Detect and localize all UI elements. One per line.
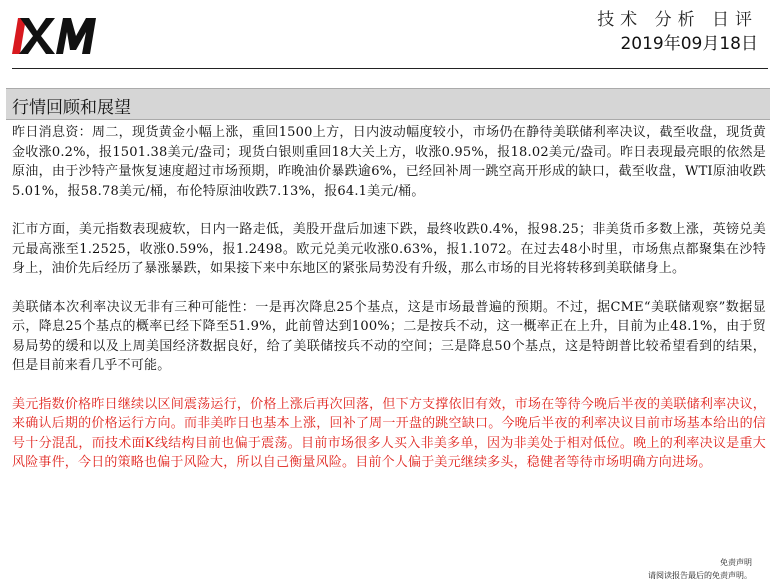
header-divider bbox=[12, 68, 768, 69]
paragraph-fed-decision: 美联储本次利率决议无非有三种可能性：一是再次降息25个基点，这是市场最普遍的预期。不过，据CME“美联储观察”数据显示，降息25个基点的概率已经下降至51.9%，此前曾达到100%；二是按兵不动，这一概率正在上升，目前为止48.1%，由于贸易局势的缓和以及上周美国经济数据良好，给了美联储按兵不动的空间；三是降息50个基点，这是特朗普比较希望看到的结果，但是目前来看几乎不可能。 bbox=[12, 299, 766, 373]
section-header bbox=[6, 88, 770, 120]
paragraph-market-news: 昨日消息资：周二，现货黄金小幅上涨，重回1500上方，日内波动幅度较小，市场仍在静待美联储利率决议，截至收盘，现货黄金收涨0.2%，报1501.38美元/盎司；现货白银则重回18大关上方，收涨0.95%，报18.02美元/盎司。昨日表现最亮眼的依然是原油，由于沙特产量恢复速度超过市场预期，昨晚油价暴跌逾6%，已经回补周一跳空高开形成的缺口，截至收盘，WTI原油收跌5.01%，报58.78美元/桶，布伦特原油收跌7.13%，报64.1美元/桶。 bbox=[12, 125, 766, 199]
report-title: 技术 分析 日评 bbox=[597, 10, 758, 30]
disclaimer-note: 请阅读报告最后的免责声明。 bbox=[648, 571, 752, 580]
section-title: 行情回顾和展望 bbox=[12, 98, 131, 118]
report-date: 2019年09月18日 bbox=[620, 34, 758, 54]
disclaimer-title: 免责声明 bbox=[720, 558, 752, 567]
xm-logo bbox=[10, 14, 102, 58]
report-body bbox=[12, 123, 766, 473]
paragraph-usd-analysis: 美元指数价格昨日继续以区间震荡运行，价格上涨后再次回落，但下方支撑依旧有效，市场在等待今晚后半夜的美联储利率决议，来确认后期的价格运行方向。而非美昨日也基本上涨，回补了周一开盘的跳空缺口。今晚后半夜的利率决议目前市场基本给出的信号十分混乱，而技术面K线结构目前也偏于震荡。目前市场很多人买入非美多单，因为非美处于相对低位。晚上的利率决议是重大风险事件，今日的策略也偏于风险大，所以自己衡量风险。目前个人偏于美元继续多头，稳健者等待市场明确方向进场。 bbox=[12, 396, 766, 470]
disclaimer bbox=[648, 556, 752, 582]
report-header bbox=[597, 8, 758, 56]
paragraph-forex: 汇市方面，美元指数表现疲软，日内一路走低，美股开盘后加速下跌，最终收跌0.4%，报98.25；非美货币多数上涨，英镑兑美元最高涨至1.2525，收涨0.59%，报1.2498。欧元兑美元收涨0.63%，报1.1072。在过去48小时里，市场焦点都聚集在沙特身上，油价先后经历了暴涨暴跌，如果接下来中东地区的紧张局势没有升级，那么市场的目光将转移到美联储身上。 bbox=[12, 222, 766, 276]
